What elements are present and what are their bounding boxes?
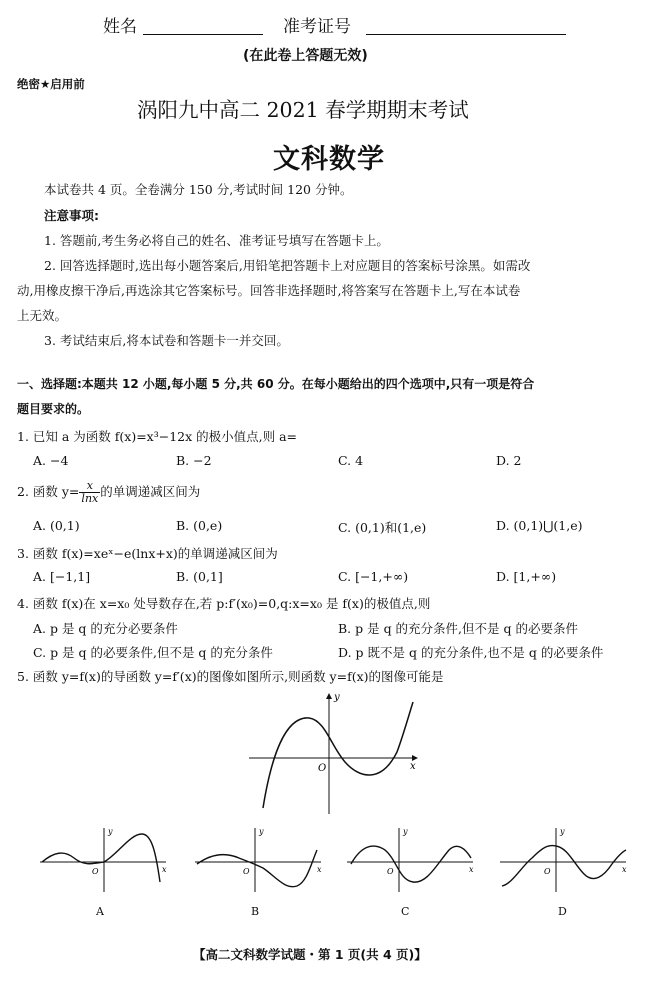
y-label: y [334,692,340,703]
curve-d [502,846,626,887]
choice-label-c[interactable]: C [401,905,410,918]
origin-c: O [387,867,394,876]
invalid-note: (在此卷上答题无效) [243,48,368,64]
derivative-graph [245,688,425,816]
q2-stem-prefix: 2. 函数 y= [17,484,80,499]
y-label-c: y [403,827,408,836]
q2-option-b[interactable]: B. (0,e) [176,518,223,533]
q4-option-b[interactable]: B. p 是 q 的充分条件,但不是 q 的必要条件 [338,621,578,636]
curve-c [351,846,471,882]
q5-stem: 5. 函数 y=f(x)的导函数 y=f′(x)的图像如图所示,则函数 y=f(x)的图像可能是 [17,669,444,684]
id-label: 准考证号 [283,17,351,37]
origin-label: O [318,763,327,774]
q2-option-d[interactable]: D. (0,1)⋃(1,e) [496,518,583,533]
x-label-a: x [162,865,167,874]
curve-a [42,834,160,882]
name-label: 姓名 [103,17,137,37]
x-label-c: x [469,865,474,874]
q2-option-c[interactable]: C. (0,1)和(1,e) [338,520,427,535]
name-blank[interactable] [143,34,263,35]
q2-frac-num: x [79,480,100,493]
origin-b: O [243,867,250,876]
origin-a: O [92,867,99,876]
q4-option-d[interactable]: D. p 既不是 q 的充分条件,也不是 q 的必要条件 [338,645,604,660]
school-title: 涡阳九中高二 2021 春学期期末考试 [137,98,469,122]
note-3: 3. 考试结束后,将本试卷和答题卡一并交回。 [44,333,289,348]
q3-option-a[interactable]: A. [−1,1] [33,569,91,584]
q4-option-c[interactable]: C. p 是 q 的必要条件,但不是 q 的充分条件 [33,645,273,660]
q4-option-a[interactable]: A. p 是 q 的充分必要条件 [33,621,178,636]
section-heading: 一、选择题:本题共 12 小题,每小题 5 分,共 60 分。在每小题给出的四个选项中,只有一项是符合 [17,377,535,391]
q1-stem: 1. 已知 a 为函数 f(x)=x³−12x 的极小值点,则 a= [17,429,298,444]
choice-graph-c[interactable] [345,824,477,894]
page-footer: 【高二文科数学试题・第 1 页(共 4 页)】 [193,947,427,962]
q3-option-d[interactable]: D. [1,+∞) [496,569,557,584]
note-2c: 上无效。 [17,308,68,323]
q1-option-c[interactable]: C. 4 [338,453,364,468]
q2-option-a[interactable]: A. (0,1) [33,518,80,533]
y-label-a: y [108,827,113,836]
q2-fraction [79,480,100,505]
x-label-b: x [317,865,322,874]
note-2b: 动,用橡皮擦干净后,再选涂其它答案标号。回答非选择题时,将答案写在答题卡上,写在本试卷 [17,283,521,298]
section-heading-2: 题目要求的。 [17,402,90,416]
q2-stem [17,480,200,505]
curve-b [197,850,317,887]
choice-label-d[interactable]: D [558,905,567,918]
note-1: 1. 答题前,考生务必将自己的姓名、准考证号填写在答题卡上。 [44,233,389,248]
q2-stem-suffix: 的单调递减区间为 [100,484,201,499]
q3-option-b[interactable]: B. (0,1] [176,569,223,584]
choice-graph-b[interactable] [193,824,325,894]
origin-d: O [544,867,551,876]
q1-option-d[interactable]: D. 2 [496,453,522,468]
y-label-d: y [560,827,565,836]
x-label: x [410,761,416,772]
subject-title: 文科数学 [273,144,385,175]
q3-option-c[interactable]: C. [−1,+∞) [338,569,409,584]
q4-stem: 4. 函数 f(x)在 x=x₀ 处导数存在,若 p:f′(x₀)=0,q:x=x₀ 是 f(x)的极值点,则 [17,596,431,611]
note-2a: 2. 回答选择题时,选出每小题答案后,用铅笔把答题卡上对应题目的答案标号涂黑。如需改 [44,258,531,273]
q2-frac-den: lnx [81,492,99,505]
choice-label-a[interactable]: A [96,905,104,918]
derivative-curve [263,702,413,808]
choice-label-b[interactable]: B [251,905,260,918]
q1-option-a[interactable]: A. −4 [33,453,69,468]
choice-graph-d[interactable] [498,824,630,894]
choice-graph-a[interactable] [38,824,170,894]
y-label-b: y [259,827,264,836]
id-blank[interactable] [366,34,566,35]
secret-mark: 绝密★启用前 [17,77,85,91]
intro-line: 本试卷共 4 页。全卷满分 150 分,考试时间 120 分钟。 [44,182,353,197]
q3-stem: 3. 函数 f(x)=xeˣ−e(lnx+x)的单调递减区间为 [17,546,278,561]
notes-title: 注意事项: [44,208,99,223]
x-label-d: x [622,865,627,874]
q1-option-b[interactable]: B. −2 [176,453,212,468]
